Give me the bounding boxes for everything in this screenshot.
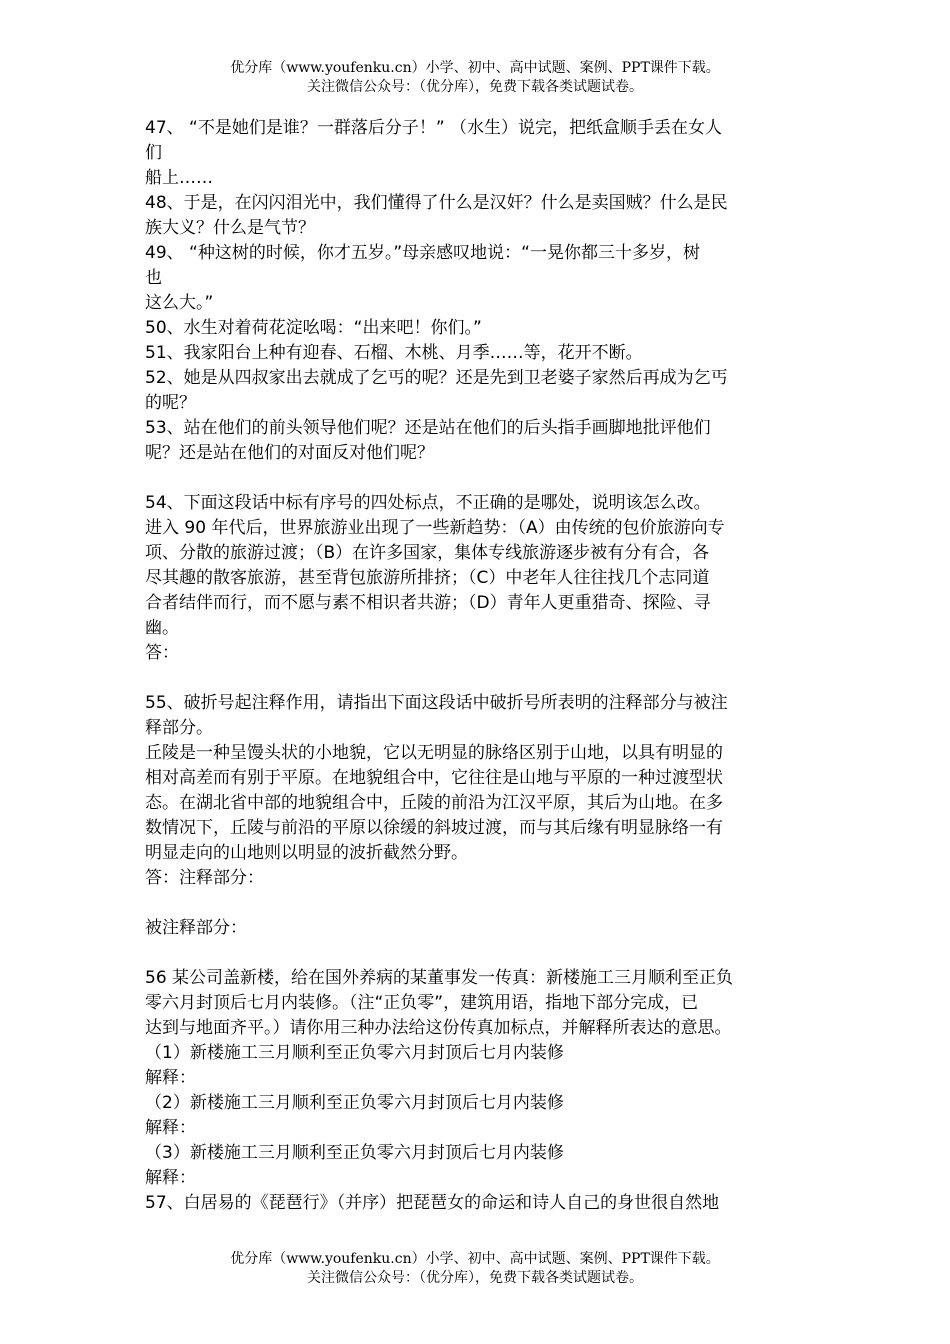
blank-line bbox=[145, 666, 805, 691]
blank-line bbox=[145, 466, 805, 491]
header-line-2: 关注微信公众号：（优分库），免费下载各类试题试卷。 bbox=[307, 79, 643, 95]
footer-line-1: 优分库（www.youfenku.cn）小学、初中、高中试题、案例、PPT课件下载。 bbox=[230, 1251, 720, 1267]
text-line: 态。在湖北省中部的地貌组合中，丘陵的前沿为江汉平原，其后为山地。在多 bbox=[145, 793, 723, 813]
text-line: 丘陵是一种呈馒头状的小地貌，它以无明显的脉络区别于山地，以具有明显的 bbox=[145, 743, 723, 763]
text-line: 51、我家阳台上种有迎春、石榴、木桃、月季……等，花开不断。 bbox=[145, 343, 643, 363]
text-line: 解释： bbox=[145, 1068, 196, 1088]
footer-line-2: 关注微信公众号：（优分库），免费下载各类试题试卷。 bbox=[307, 1270, 643, 1286]
text-line: 幽。 bbox=[145, 618, 179, 638]
text-line: 47、 “不是她们是谁？一群落后分子！” （水生）说完，把纸盒顺手丢在女人 bbox=[145, 118, 723, 138]
text-line: 明显走向的山地则以明显的波折截然分野。 bbox=[145, 843, 468, 863]
text-line: 也 bbox=[145, 268, 162, 288]
text-line: 49、 “种这树的时候，你才五岁。”母亲感叹地说：“一晃你都三十多岁，树 bbox=[145, 243, 700, 263]
page-footer bbox=[0, 1250, 950, 1288]
text-line: （1）新楼施工三月顺利至正负零六月封顶后七月内装修 bbox=[145, 1043, 564, 1063]
text-line: 达到与地面齐平。）请你用三种办法给这份传真加标点，并解释所表达的意思。 bbox=[145, 1018, 732, 1038]
document-body bbox=[145, 116, 805, 1216]
text-line: 55、破折号起注释作用，请指出下面这段话中破折号所表明的注释部分与被注 bbox=[145, 693, 728, 713]
text-line: 数情况下，丘陵与前沿的平原以徐缓的斜坡过渡，而与其后缘有明显脉络一有 bbox=[145, 818, 723, 838]
text-line: 48、于是，在闪闪泪光中，我们懂得了什么是汉奸？什么是卖国贼？什么是民 bbox=[145, 193, 728, 213]
text-line: 答：注释部分： bbox=[145, 868, 264, 888]
text-line: 50、水生对着荷花淀吆喝：“出来吧！你们。” bbox=[145, 318, 482, 338]
text-line: 尽其趣的散客旅游，甚至背包旅游所排挤；（C）中老年人往往找几个志同道 bbox=[145, 568, 710, 588]
text-line: 进入 90 年代后，世界旅游业出现了一些新趋势：（A）由传统的包价旅游向专 bbox=[145, 518, 725, 538]
text-line: 解释： bbox=[145, 1118, 196, 1138]
text-line: 被注释部分： bbox=[145, 918, 247, 938]
text-line: （2）新楼施工三月顺利至正负零六月封顶后七月内装修 bbox=[145, 1093, 564, 1113]
text-line: 的呢？ bbox=[145, 393, 196, 413]
text-line: 合者结伴而行，而不愿与素不相识者共游；（D）青年人更重猎奇、探险、寻 bbox=[145, 593, 711, 613]
text-line: （3）新楼施工三月顺利至正负零六月封顶后七月内装修 bbox=[145, 1143, 564, 1163]
text-line: 这么大。” bbox=[145, 293, 214, 313]
text-line: 零六月封顶后七月内装修。（注“正负零”，建筑用语，指地下部分完成，已 bbox=[145, 993, 699, 1013]
text-line: 船上…… bbox=[145, 168, 213, 188]
text-line: 答： bbox=[145, 643, 179, 663]
text-line: 族大义？什么是气节？ bbox=[145, 218, 315, 238]
text-line: 54、下面这段话中标有序号的四处标点，不正确的是哪处，说明该怎么改。 bbox=[145, 493, 711, 513]
header-line-1: 优分库（www.youfenku.cn）小学、初中、高中试题、案例、PPT课件下载。 bbox=[230, 60, 720, 76]
text-line: 们 bbox=[145, 143, 162, 163]
blank-line bbox=[145, 941, 805, 966]
text-line: 53、站在他们的前头领导他们呢？还是站在他们的后头指手画脚地批评他们 bbox=[145, 418, 711, 438]
page-header bbox=[0, 59, 950, 97]
text-line: 相对高差而有别于平原。在地貌组合中，它往往是山地与平原的一种过渡型状 bbox=[145, 768, 723, 788]
text-line: 项、分散的旅游过渡；（B）在许多国家，集体专线旅游逐步被有分有合，各 bbox=[145, 543, 710, 563]
text-line: 呢？还是站在他们的对面反对他们呢？ bbox=[145, 443, 434, 463]
text-line: 解释： bbox=[145, 1168, 196, 1188]
text-line: 释部分。 bbox=[145, 718, 213, 738]
text-line: 52、她是从四叔家出去就成了乞丐的呢？还是先到卫老婆子家然后再成为乞丐 bbox=[145, 368, 728, 388]
text-line: 57、白居易的《琵琶行》（并序）把琵琶女的命运和诗人自己的身世很自然地 bbox=[145, 1193, 720, 1213]
blank-line bbox=[145, 891, 805, 916]
text-line: 56 某公司盖新楼，给在国外养病的某董事发一传真：新楼施工三月顺利至正负 bbox=[145, 968, 734, 988]
